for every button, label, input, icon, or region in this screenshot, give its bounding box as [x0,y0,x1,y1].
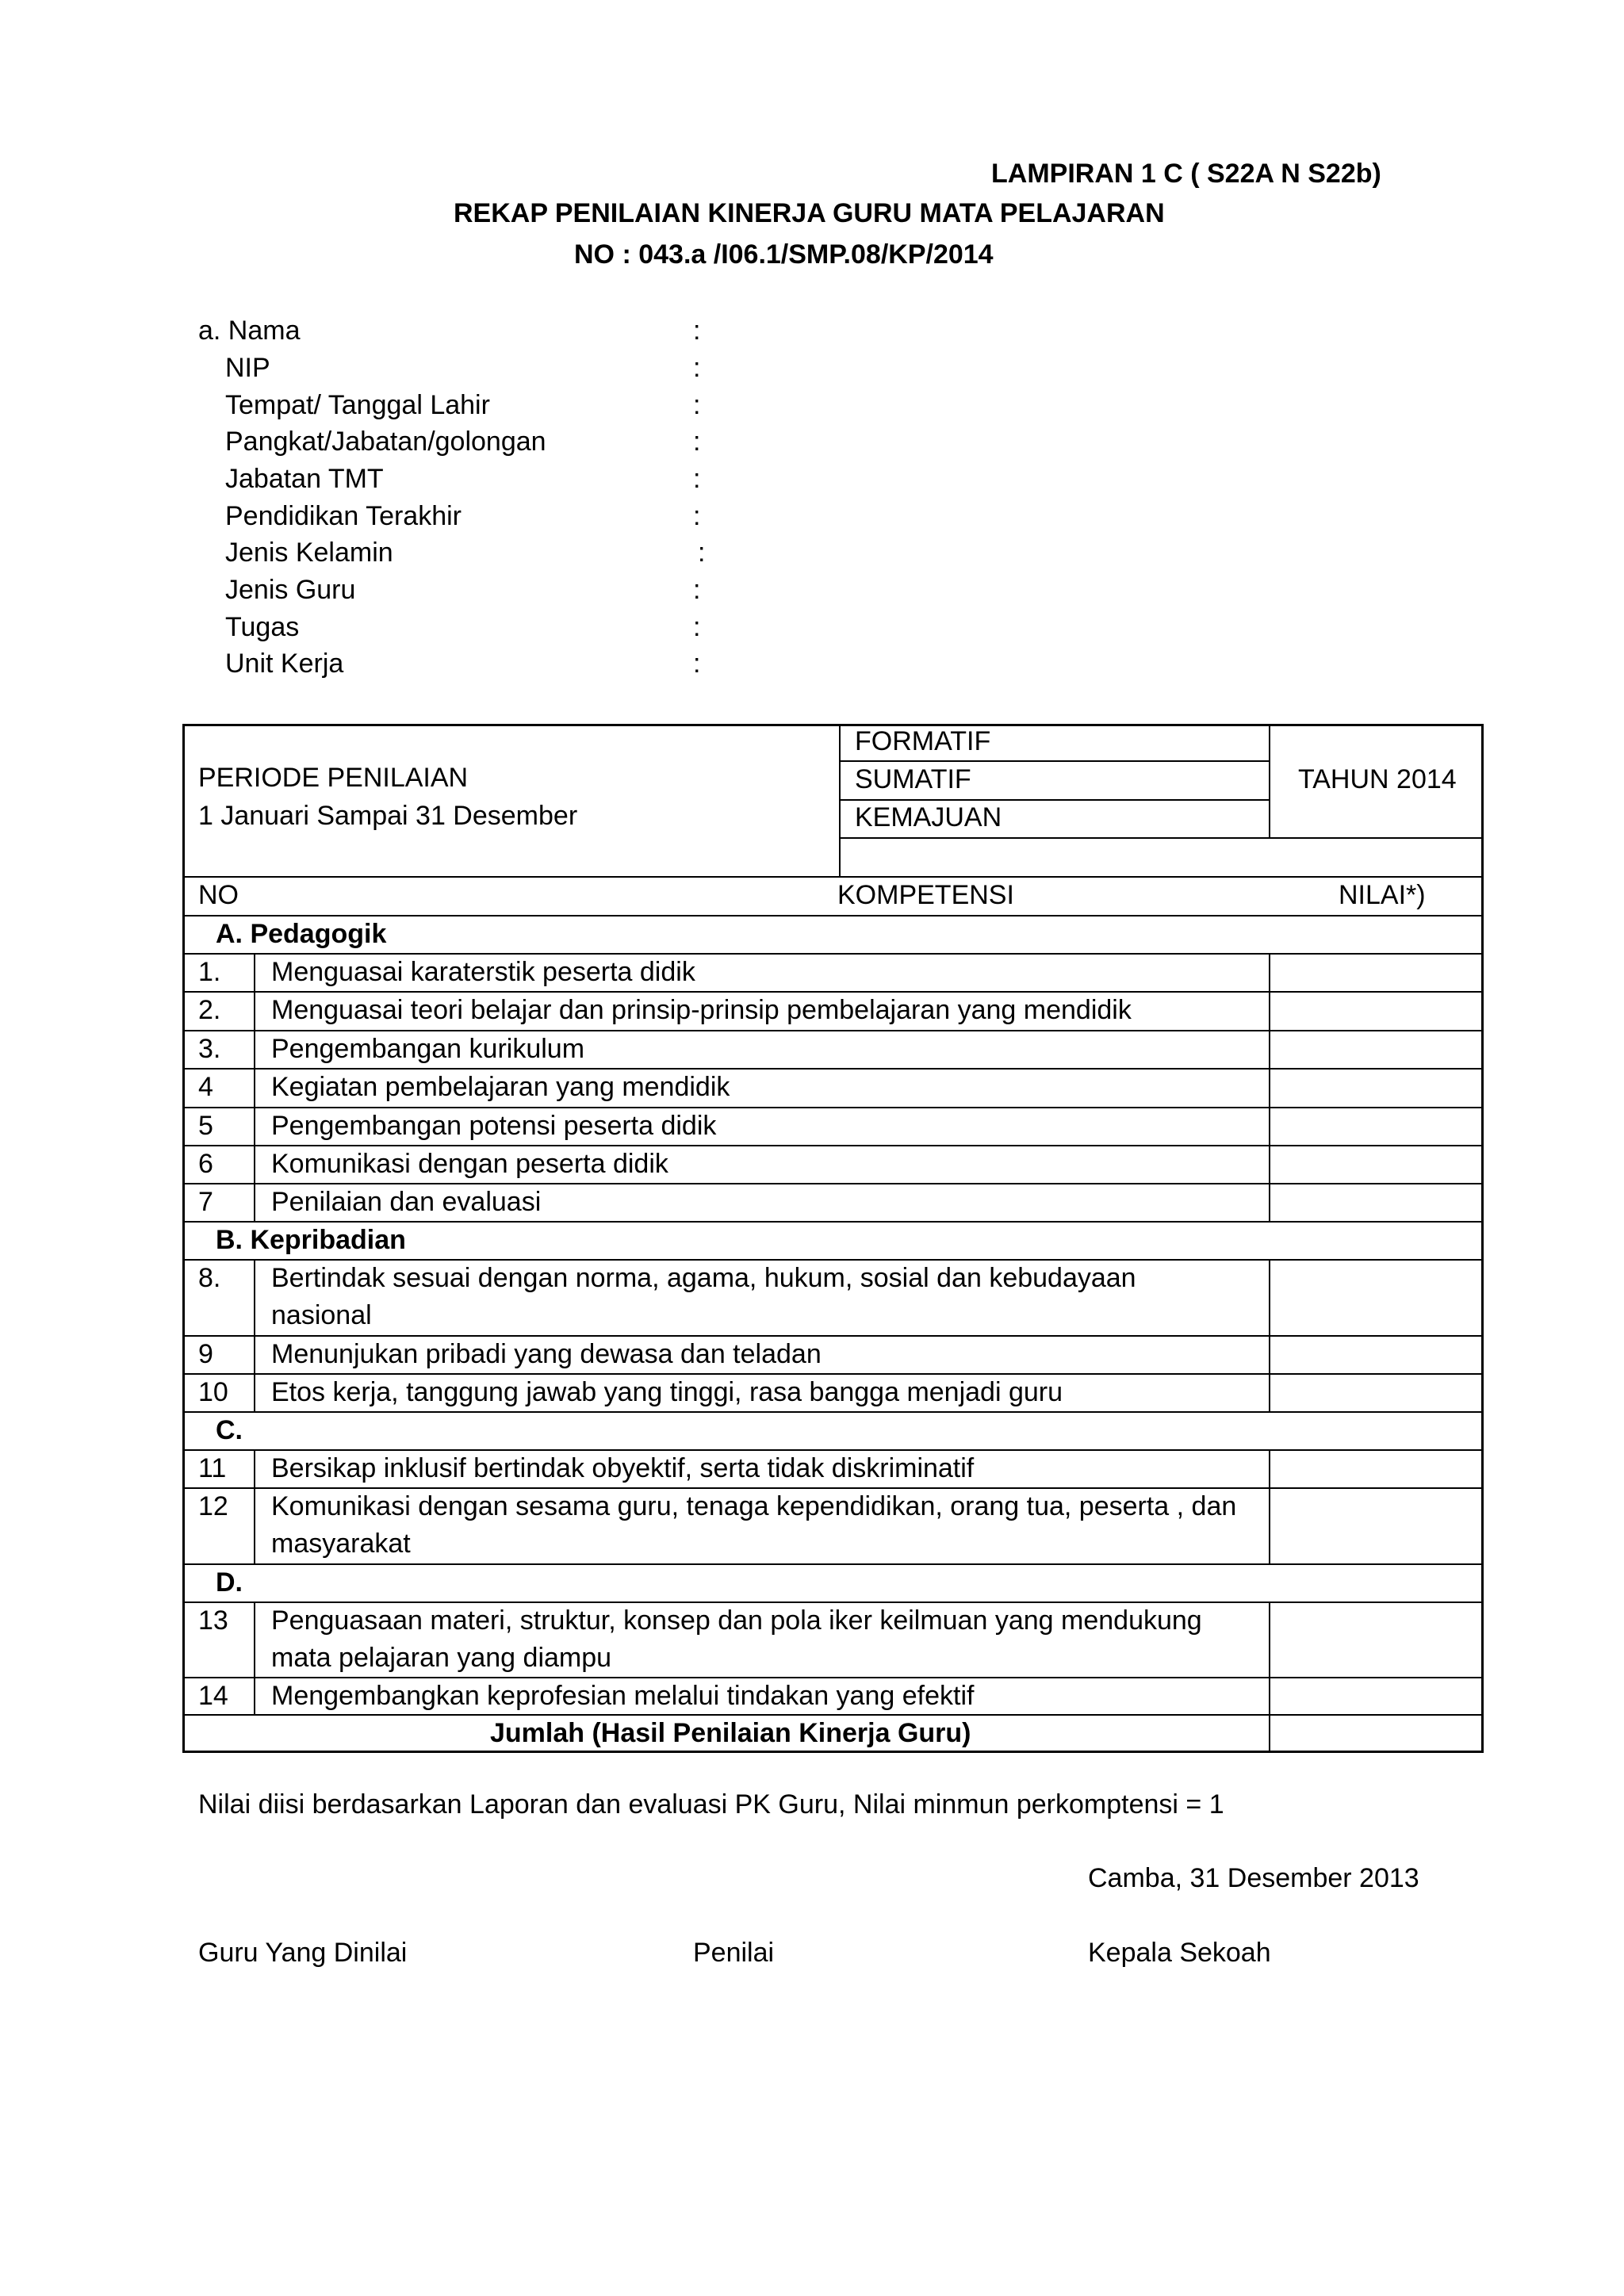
appendix-label: LAMPIRAN 1 C ( S22A N S22b) [991,159,1381,189]
identity-colon: : [693,390,701,420]
identity-colon: : [693,427,701,457]
identity-label: Unit Kerja [225,649,344,679]
column-header-competency: KOMPETENSI [837,880,1014,910]
identity-label: Tempat/ Tanggal Lahir [225,390,490,420]
identity-colon: : [698,538,706,568]
row-number: 12 [198,1491,228,1521]
row-number: 3. [198,1034,221,1064]
place-date: Camba, 31 Desember 2013 [1088,1863,1419,1893]
row-number: 6 [198,1149,213,1179]
identity-label: Pendidikan Terakhir [225,501,462,531]
header-line [182,876,1484,878]
column-divider [254,1449,255,1565]
identity-colon: : [693,612,701,642]
row-competency: Kegiatan pembelajaran yang mendidik [271,1072,730,1102]
section-title: D. [216,1567,243,1598]
row-line [182,1411,1484,1413]
column-divider [254,953,255,1223]
row-number: 10 [198,1377,228,1407]
period-divider-right [1269,724,1270,839]
period-range: 1 Januari Sampai 31 Desember [198,801,578,831]
signature-principal: Kepala Sekoah [1088,1938,1271,1968]
row-competency: Penguasaan materi, struktur, konsep dan pola iker keilmuan yang mendukung mata pelajaran yang diampu [271,1605,1202,1673]
signature-teacher: Guru Yang Dinilai [198,1938,408,1968]
row-competency: Bertindak sesuai dengan norma, agama, hukum, sosial dan kebudayaan nasional [271,1263,1136,1330]
period-type-sumatif: SUMATIF [855,764,971,794]
document-title: REKAP PENILAIAN KINERJA GURU MATA PELAJARAN [454,198,1165,228]
period-type-kemajuan: KEMAJUAN [855,802,1002,832]
row-line [182,1563,1484,1565]
period-label: PERIODE PENILAIAN [198,763,469,793]
row-competency: Etos kerja, tanggung jawab yang tinggi, rasa bangga menjadi guru [271,1377,1063,1407]
column-divider [1269,1449,1270,1565]
row-number: 4 [198,1072,213,1102]
row-competency: Komunikasi dengan peserta didik [271,1149,668,1179]
section-title: A. Pedagogik [216,919,387,949]
row-number: 9 [198,1339,213,1369]
row-competency: Menunjukan pribadi yang dewasa dan teladan [271,1339,822,1369]
period-line [839,837,1483,839]
row-competency: Menguasai teori belajar dan prinsip-prinsip pembelajaran yang mendidik [271,995,1132,1025]
column-divider [254,1259,255,1413]
row-competency: Penilaian dan evaluasi [271,1187,542,1217]
document-number: NO : 043.a /I06.1/SMP.08/KP/2014 [574,239,994,270]
identity-label: Tugas [225,612,300,642]
row-number: 1. [198,957,221,987]
identity-colon: : [693,501,701,531]
row-number: 8. [198,1263,221,1293]
row-competency: Menguasai karaterstik peserta didik [271,957,695,987]
row-competency: Pengembangan kurikulum [271,1034,585,1064]
identity-colon: : [693,464,701,494]
column-header-no: NO [198,880,239,910]
identity-colon: : [693,353,701,383]
row-number: 13 [198,1605,228,1636]
period-year: TAHUN 2014 [1298,764,1457,794]
score-note: Nilai diisi berdasarkan Laporan dan evaluasi PK Guru, Nilai minmun perkomptensi = 1 [198,1789,1224,1820]
row-number: 7 [198,1187,213,1217]
row-number: 5 [198,1111,213,1141]
period-type-formatif: FORMATIF [855,726,991,756]
row-number: 14 [198,1681,228,1711]
identity-label: Pangkat/Jabatan/golongan [225,427,546,457]
identity-label: Jenis Guru [225,575,356,605]
row-competency: Bersikap inklusif bertindak obyektif, serta tidak diskriminatif [271,1453,975,1483]
row-number: 2. [198,995,221,1025]
row-competency: Mengembangkan keprofesian melalui tindakan yang efektif [271,1681,975,1711]
identity-colon: : [693,575,701,605]
signature-assessor: Penilai [693,1938,775,1968]
identity-label: Jabatan TMT [225,464,384,494]
identity-label: NIP [225,353,270,383]
row-competency: Pengembangan potensi peserta didik [271,1111,717,1141]
column-divider [254,1601,255,1716]
total-label: Jumlah (Hasil Penilaian Kinerja Guru) [490,1718,971,1748]
identity-colon: : [693,649,701,679]
table-border-right [1481,724,1484,1753]
column-divider [1269,1259,1270,1413]
column-divider [1269,1601,1270,1752]
row-competency: Komunikasi dengan sesama guru, tenaga kependidikan, orang tua, peserta , dan masyarakat [271,1491,1237,1559]
identity-colon: : [693,316,701,346]
row-number: 11 [198,1453,227,1483]
column-divider [1269,953,1270,1223]
identity-label: a. Nama [198,316,301,346]
identity-label: Jenis Kelamin [225,538,393,568]
table-border-left [182,724,185,1753]
section-title: C. [216,1415,243,1445]
section-title: B. Kepribadian [216,1225,406,1255]
table-border-top [182,724,1484,726]
column-header-score: NILAI*) [1339,880,1426,910]
